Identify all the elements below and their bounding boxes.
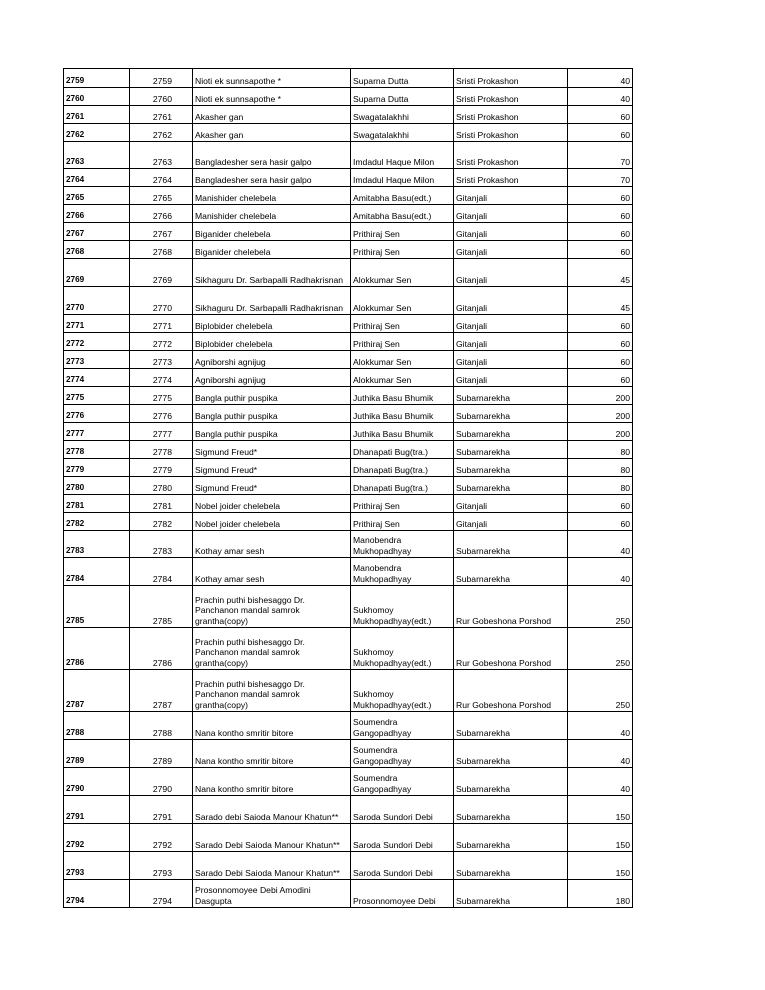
author-cell: Saroda Sundori Debi <box>351 824 454 852</box>
serial-number-cell: 2765 <box>130 187 193 205</box>
table-row <box>64 495 633 513</box>
title-cell: Sigmund Freud* <box>193 459 351 477</box>
record-id-cell: 2766 <box>64 205 130 223</box>
author-cell: Prithiraj Sen <box>351 513 454 531</box>
price-cell: 60 <box>568 333 633 351</box>
price-cell: 60 <box>568 315 633 333</box>
price-cell: 60 <box>568 223 633 241</box>
table-row <box>64 69 633 88</box>
record-id-cell: 2763 <box>64 142 130 169</box>
author-cell: Sukhomoy Mukhopadhyay(edt.) <box>351 586 454 628</box>
title-cell: Nioti ek sunnsapothe * <box>193 69 351 88</box>
price-cell: 60 <box>568 495 633 513</box>
publisher-cell: Gitanjali <box>454 187 568 205</box>
author-cell: Prithiraj Sen <box>351 333 454 351</box>
title-cell: Nana kontho smritir bitore <box>193 768 351 796</box>
serial-number-cell: 2759 <box>130 69 193 88</box>
price-cell: 200 <box>568 423 633 441</box>
table-row <box>64 423 633 441</box>
table-row <box>64 513 633 531</box>
title-cell: Akasher gan <box>193 124 351 142</box>
author-cell: Prithiraj Sen <box>351 241 454 259</box>
table-row <box>64 441 633 459</box>
record-id-cell: 2777 <box>64 423 130 441</box>
serial-number-cell: 2783 <box>130 531 193 558</box>
record-id-cell: 2764 <box>64 169 130 187</box>
publisher-cell: Gitanjali <box>454 259 568 287</box>
serial-number-cell: 2777 <box>130 423 193 441</box>
author-cell: Swagatalakhhi <box>351 106 454 124</box>
price-cell: 60 <box>568 513 633 531</box>
price-cell: 60 <box>568 241 633 259</box>
author-cell: Prithiraj Sen <box>351 223 454 241</box>
record-id-cell: 2759 <box>64 69 130 88</box>
serial-number-cell: 2780 <box>130 477 193 495</box>
author-cell: Soumendra Gangopadhyay <box>351 712 454 740</box>
publisher-cell: Rur Gobeshona Porshod <box>454 628 568 670</box>
serial-number-cell: 2785 <box>130 586 193 628</box>
serial-number-cell: 2784 <box>130 558 193 586</box>
publisher-cell: Subarnarekha <box>454 880 568 908</box>
publisher-cell: Subarnarekha <box>454 824 568 852</box>
title-cell: Kothay amar sesh <box>193 531 351 558</box>
author-cell: Amitabha Basu(edt.) <box>351 205 454 223</box>
record-id-cell: 2786 <box>64 628 130 670</box>
title-cell: Akasher gan <box>193 106 351 124</box>
serial-number-cell: 2772 <box>130 333 193 351</box>
serial-number-cell: 2775 <box>130 387 193 405</box>
serial-number-cell: 2761 <box>130 106 193 124</box>
price-cell: 40 <box>568 558 633 586</box>
table-row <box>64 768 633 796</box>
publisher-cell: Subarnarekha <box>454 531 568 558</box>
record-id-cell: 2789 <box>64 740 130 768</box>
author-cell: Dhanapati Bug(tra.) <box>351 477 454 495</box>
record-id-cell: 2781 <box>64 495 130 513</box>
record-id-cell: 2769 <box>64 259 130 287</box>
table-row <box>64 169 633 187</box>
serial-number-cell: 2791 <box>130 796 193 824</box>
publisher-cell: Subarnarekha <box>454 477 568 495</box>
publisher-cell: Subarnarekha <box>454 852 568 880</box>
table-row <box>64 369 633 387</box>
author-cell: Prithiraj Sen <box>351 315 454 333</box>
price-cell: 200 <box>568 405 633 423</box>
author-cell: Alokkumar Sen <box>351 369 454 387</box>
table-row <box>64 740 633 768</box>
price-cell: 70 <box>568 142 633 169</box>
price-cell: 150 <box>568 796 633 824</box>
price-cell: 60 <box>568 106 633 124</box>
table-row <box>64 531 633 558</box>
table-row <box>64 124 633 142</box>
title-cell: Manishider chelebela <box>193 187 351 205</box>
title-cell: Sarado debi Saioda Manour Khatun** <box>193 796 351 824</box>
publisher-cell: Subarnarekha <box>454 558 568 586</box>
publisher-cell: Subarnarekha <box>454 387 568 405</box>
table-row <box>64 558 633 586</box>
table-row <box>64 712 633 740</box>
record-id-cell: 2776 <box>64 405 130 423</box>
serial-number-cell: 2773 <box>130 351 193 369</box>
title-cell: Nobel joider chelebela <box>193 513 351 531</box>
table-row <box>64 586 633 628</box>
serial-number-cell: 2766 <box>130 205 193 223</box>
record-id-cell: 2768 <box>64 241 130 259</box>
author-cell: Imdadul Haque Milon <box>351 142 454 169</box>
title-cell: Agniborshi agnijug <box>193 369 351 387</box>
price-cell: 40 <box>568 712 633 740</box>
record-id-cell: 2788 <box>64 712 130 740</box>
table-row <box>64 628 633 670</box>
publisher-cell: Gitanjali <box>454 205 568 223</box>
price-cell: 60 <box>568 351 633 369</box>
author-cell: Alokkumar Sen <box>351 351 454 369</box>
record-id-cell: 2780 <box>64 477 130 495</box>
publisher-cell: Subarnarekha <box>454 796 568 824</box>
record-id-cell: 2793 <box>64 852 130 880</box>
author-cell: Imdadul Haque Milon <box>351 169 454 187</box>
table-row <box>64 205 633 223</box>
title-cell: Sigmund Freud* <box>193 477 351 495</box>
publisher-cell: Gitanjali <box>454 351 568 369</box>
title-cell: Nobel joider chelebela <box>193 495 351 513</box>
serial-number-cell: 2771 <box>130 315 193 333</box>
price-cell: 40 <box>568 69 633 88</box>
record-id-cell: 2794 <box>64 880 130 908</box>
publisher-cell: Gitanjali <box>454 369 568 387</box>
record-id-cell: 2782 <box>64 513 130 531</box>
publisher-cell: Sristi Prokashon <box>454 69 568 88</box>
publisher-cell: Sristi Prokashon <box>454 88 568 106</box>
serial-number-cell: 2774 <box>130 369 193 387</box>
title-cell: Biganider chelebela <box>193 241 351 259</box>
author-cell: Prithiraj Sen <box>351 495 454 513</box>
author-cell: Dhanapati Bug(tra.) <box>351 441 454 459</box>
author-cell: Dhanapati Bug(tra.) <box>351 459 454 477</box>
price-cell: 250 <box>568 670 633 712</box>
price-cell: 40 <box>568 531 633 558</box>
table-row <box>64 880 633 908</box>
publisher-cell: Rur Gobeshona Porshod <box>454 586 568 628</box>
table-row <box>64 387 633 405</box>
record-id-cell: 2773 <box>64 351 130 369</box>
author-cell: Sukhomoy Mukhopadhyay(edt.) <box>351 670 454 712</box>
serial-number-cell: 2776 <box>130 405 193 423</box>
serial-number-cell: 2786 <box>130 628 193 670</box>
publisher-cell: Gitanjali <box>454 513 568 531</box>
title-cell: Bangladesher sera hasir galpo <box>193 142 351 169</box>
publisher-cell: Gitanjali <box>454 223 568 241</box>
title-cell: Biplobider chelebela <box>193 333 351 351</box>
author-cell: Prosonnomoyee Debi <box>351 880 454 908</box>
publisher-cell: Sristi Prokashon <box>454 169 568 187</box>
title-cell: Agniborshi agnijug <box>193 351 351 369</box>
publisher-cell: Sristi Prokashon <box>454 106 568 124</box>
publisher-cell: Rur Gobeshona Porshod <box>454 670 568 712</box>
table-row <box>64 796 633 824</box>
publisher-cell: Sristi Prokashon <box>454 124 568 142</box>
title-cell: Sarado Debi Saioda Manour Khatun** <box>193 824 351 852</box>
table-row <box>64 315 633 333</box>
price-cell: 45 <box>568 287 633 315</box>
table-row <box>64 223 633 241</box>
title-cell: Biganider chelebela <box>193 223 351 241</box>
price-cell: 180 <box>568 880 633 908</box>
title-cell: Prachin puthi bishesaggo Dr. Panchanon mandal samrok grantha(copy) <box>193 628 351 670</box>
table-row <box>64 88 633 106</box>
price-cell: 60 <box>568 205 633 223</box>
publisher-cell: Gitanjali <box>454 495 568 513</box>
serial-number-cell: 2792 <box>130 824 193 852</box>
record-id-cell: 2787 <box>64 670 130 712</box>
serial-number-cell: 2781 <box>130 495 193 513</box>
author-cell: Soumendra Gangopadhyay <box>351 768 454 796</box>
table-row <box>64 241 633 259</box>
serial-number-cell: 2763 <box>130 142 193 169</box>
publisher-cell: Gitanjali <box>454 287 568 315</box>
author-cell: Juthika Basu Bhumik <box>351 387 454 405</box>
record-id-cell: 2791 <box>64 796 130 824</box>
publisher-cell: Gitanjali <box>454 315 568 333</box>
serial-number-cell: 2762 <box>130 124 193 142</box>
title-cell: Bangla puthir puspika <box>193 387 351 405</box>
serial-number-cell: 2760 <box>130 88 193 106</box>
author-cell: Manobendra Mukhopadhyay <box>351 558 454 586</box>
publisher-cell: Sristi Prokashon <box>454 142 568 169</box>
serial-number-cell: 2788 <box>130 712 193 740</box>
table-row <box>64 824 633 852</box>
author-cell: Juthika Basu Bhumik <box>351 423 454 441</box>
author-cell: Soumendra Gangopadhyay <box>351 740 454 768</box>
title-cell: Manishider chelebela <box>193 205 351 223</box>
price-cell: 150 <box>568 824 633 852</box>
price-cell: 45 <box>568 259 633 287</box>
author-cell: Swagatalakhhi <box>351 124 454 142</box>
book-list-table <box>63 68 633 908</box>
table-row <box>64 459 633 477</box>
serial-number-cell: 2782 <box>130 513 193 531</box>
price-cell: 40 <box>568 740 633 768</box>
price-cell: 60 <box>568 124 633 142</box>
table-row <box>64 852 633 880</box>
price-cell: 80 <box>568 441 633 459</box>
title-cell: Sigmund Freud* <box>193 441 351 459</box>
table-row <box>64 670 633 712</box>
title-cell: Sikhaguru Dr. Sarbapalli Radhakrisnan <box>193 259 351 287</box>
price-cell: 250 <box>568 628 633 670</box>
serial-number-cell: 2790 <box>130 768 193 796</box>
title-cell: Nioti ek sunnsapothe * <box>193 88 351 106</box>
title-cell: Sarado Debi Saioda Manour Khatun** <box>193 852 351 880</box>
serial-number-cell: 2770 <box>130 287 193 315</box>
title-cell: Prosonnomoyee Debi Amodini Dasgupta <box>193 880 351 908</box>
title-cell: Biplobider chelebela <box>193 315 351 333</box>
price-cell: 40 <box>568 768 633 796</box>
author-cell: Juthika Basu Bhumik <box>351 405 454 423</box>
record-id-cell: 2778 <box>64 441 130 459</box>
serial-number-cell: 2764 <box>130 169 193 187</box>
table-row <box>64 333 633 351</box>
title-cell: Sikhaguru Dr. Sarbapalli Radhakrisnan <box>193 287 351 315</box>
title-cell: Prachin puthi bishesaggo Dr. Panchanon mandal samrok grantha(copy) <box>193 586 351 628</box>
title-cell: Bangladesher sera hasir galpo <box>193 169 351 187</box>
title-cell: Kothay amar sesh <box>193 558 351 586</box>
serial-number-cell: 2769 <box>130 259 193 287</box>
serial-number-cell: 2778 <box>130 441 193 459</box>
author-cell: Manobendra Mukhopadhyay <box>351 531 454 558</box>
serial-number-cell: 2794 <box>130 880 193 908</box>
author-cell: Suparna Dutta <box>351 88 454 106</box>
publisher-cell: Subarnarekha <box>454 740 568 768</box>
author-cell: Alokkumar Sen <box>351 287 454 315</box>
serial-number-cell: 2793 <box>130 852 193 880</box>
title-cell: Bangla puthir puspika <box>193 405 351 423</box>
price-cell: 150 <box>568 852 633 880</box>
price-cell: 80 <box>568 459 633 477</box>
record-id-cell: 2761 <box>64 106 130 124</box>
price-cell: 40 <box>568 88 633 106</box>
title-cell: Bangla puthir puspika <box>193 423 351 441</box>
record-id-cell: 2772 <box>64 333 130 351</box>
table-row <box>64 351 633 369</box>
record-id-cell: 2792 <box>64 824 130 852</box>
serial-number-cell: 2768 <box>130 241 193 259</box>
table-row <box>64 106 633 124</box>
author-cell: Amitabha Basu(edt.) <box>351 187 454 205</box>
author-cell: Suparna Dutta <box>351 69 454 88</box>
title-cell: Nana kontho smritir bitore <box>193 712 351 740</box>
record-id-cell: 2765 <box>64 187 130 205</box>
serial-number-cell: 2787 <box>130 670 193 712</box>
price-cell: 60 <box>568 369 633 387</box>
publisher-cell: Gitanjali <box>454 241 568 259</box>
publisher-cell: Subarnarekha <box>454 459 568 477</box>
price-cell: 200 <box>568 387 633 405</box>
table-row <box>64 405 633 423</box>
publisher-cell: Subarnarekha <box>454 441 568 459</box>
table-row <box>64 187 633 205</box>
record-id-cell: 2767 <box>64 223 130 241</box>
price-cell: 70 <box>568 169 633 187</box>
publisher-cell: Subarnarekha <box>454 712 568 740</box>
price-cell: 60 <box>568 187 633 205</box>
serial-number-cell: 2767 <box>130 223 193 241</box>
title-cell: Prachin puthi bishesaggo Dr. Panchanon mandal samrok grantha(copy) <box>193 670 351 712</box>
publisher-cell: Subarnarekha <box>454 423 568 441</box>
table-row <box>64 287 633 315</box>
record-id-cell: 2770 <box>64 287 130 315</box>
record-id-cell: 2779 <box>64 459 130 477</box>
record-id-cell: 2783 <box>64 531 130 558</box>
serial-number-cell: 2789 <box>130 740 193 768</box>
table-row <box>64 477 633 495</box>
record-id-cell: 2790 <box>64 768 130 796</box>
record-id-cell: 2760 <box>64 88 130 106</box>
publisher-cell: Gitanjali <box>454 333 568 351</box>
serial-number-cell: 2779 <box>130 459 193 477</box>
record-id-cell: 2762 <box>64 124 130 142</box>
price-cell: 250 <box>568 586 633 628</box>
author-cell: Saroda Sundori Debi <box>351 852 454 880</box>
record-id-cell: 2774 <box>64 369 130 387</box>
price-cell: 80 <box>568 477 633 495</box>
record-id-cell: 2775 <box>64 387 130 405</box>
record-id-cell: 2784 <box>64 558 130 586</box>
table-body <box>64 69 633 908</box>
table-row <box>64 259 633 287</box>
publisher-cell: Subarnarekha <box>454 768 568 796</box>
publisher-cell: Subarnarekha <box>454 405 568 423</box>
title-cell: Nana kontho smritir bitore <box>193 740 351 768</box>
author-cell: Sukhomoy Mukhopadhyay(edt.) <box>351 628 454 670</box>
author-cell: Alokkumar Sen <box>351 259 454 287</box>
table-row <box>64 142 633 169</box>
record-id-cell: 2785 <box>64 586 130 628</box>
record-id-cell: 2771 <box>64 315 130 333</box>
author-cell: Saroda Sundori Debi <box>351 796 454 824</box>
